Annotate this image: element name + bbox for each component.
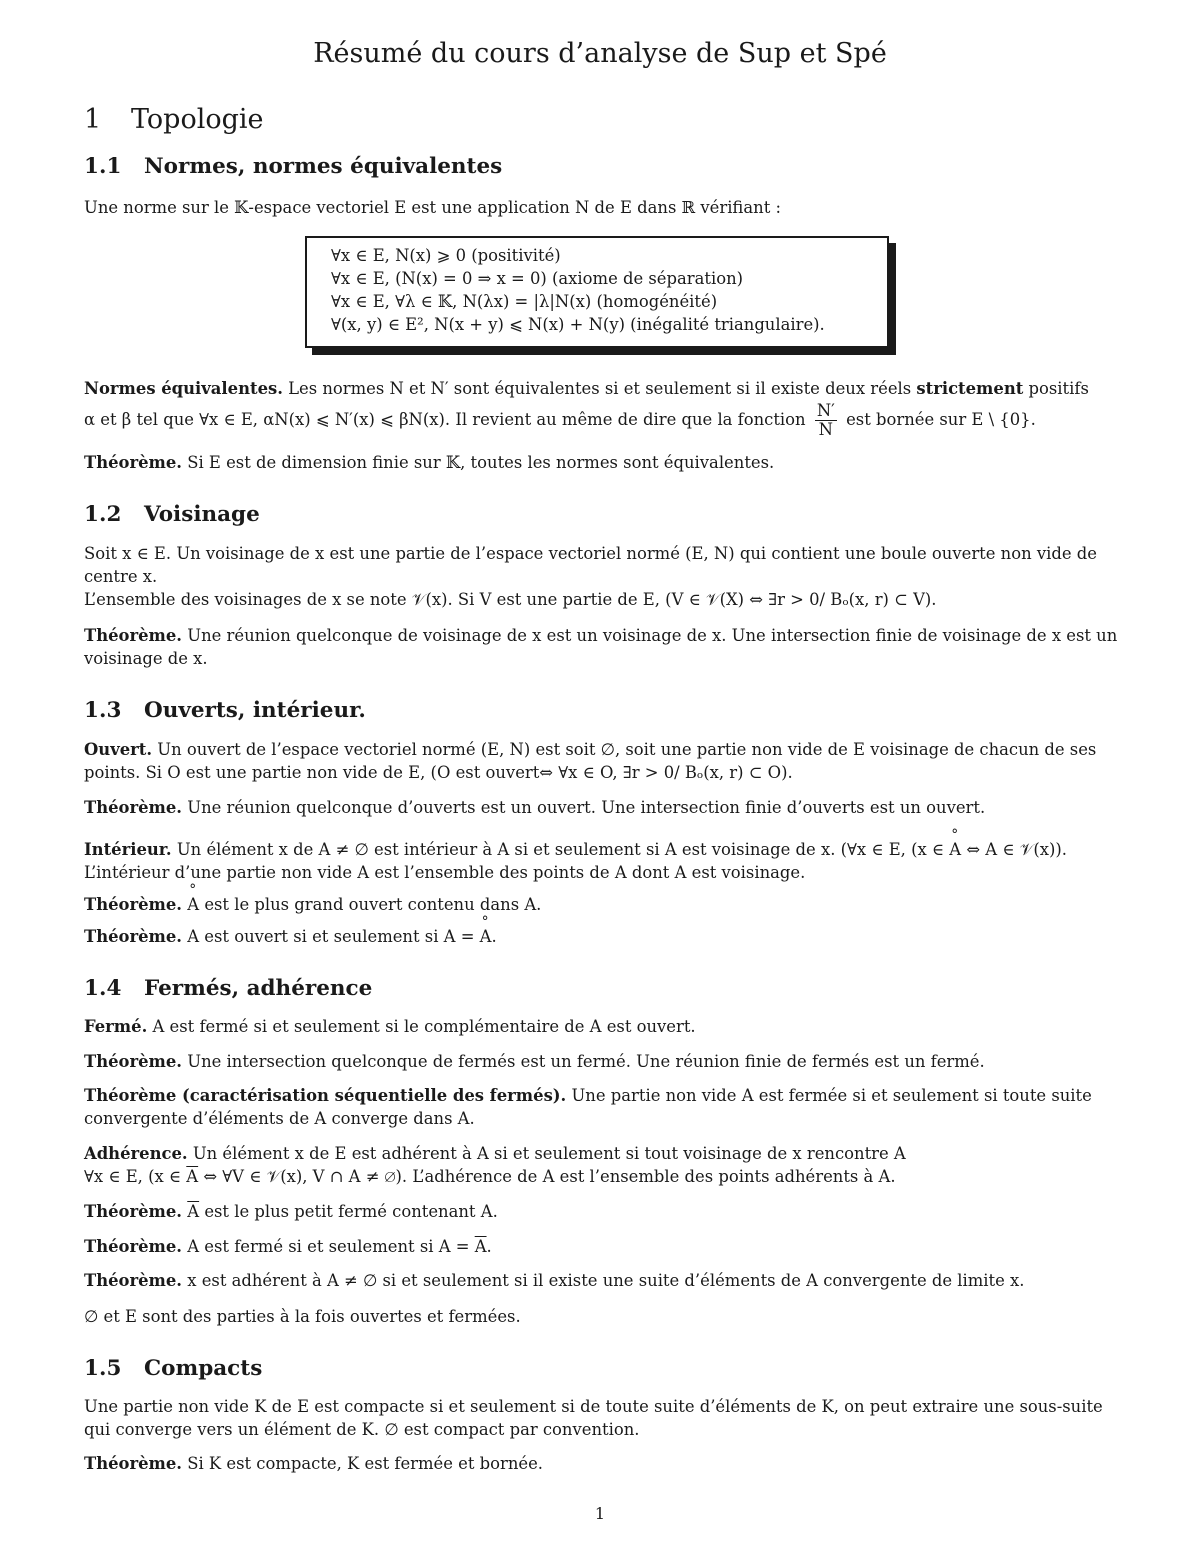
theorem-text: Si E est de dimension finie sur 𝕂, toutes les normes sont équivalentes. [187, 453, 775, 472]
theorem-text: Si K est compacte, K est fermée et bornée. [187, 1454, 544, 1473]
emphasis-text: strictement [916, 379, 1024, 398]
subsection-number: 1.2 [84, 502, 122, 527]
paragraph-label: Normes équivalentes. [84, 379, 283, 398]
norm-axioms-box [305, 236, 889, 348]
theorem-text: A est ouvert si et seulement si A = [187, 927, 475, 946]
theorem-label: Théorème. [84, 1271, 183, 1290]
theorem-label: Théorème. [84, 1237, 183, 1256]
subsection-1-5-heading [84, 1356, 262, 1381]
theorem-sequential-characterization [84, 1084, 1120, 1130]
punctuation: . [486, 1237, 492, 1256]
subsection-title: Fermés, adhérence [144, 976, 373, 1001]
theorem-label: Théorème (caractérisation séquentielle des fermés). [84, 1086, 567, 1105]
theorem-text: est le plus petit fermé contenant A. [204, 1202, 498, 1221]
paragraph-text: positifs [1028, 379, 1089, 398]
adherence-definition [84, 1142, 1120, 1165]
punctuation: . [491, 927, 497, 946]
subsection-number: 1.3 [84, 698, 122, 723]
subsection-title: Compacts [144, 1356, 263, 1381]
fraction-denominator: N [818, 420, 834, 439]
theorem-closed-iff-closure [84, 1235, 1120, 1258]
theorem-label: Théorème. [84, 1202, 183, 1221]
interior-a-symbol: ° A [480, 925, 492, 948]
closure-a-symbol: $\overline{A}$ [474, 1237, 487, 1256]
theorem-text: Une partie non vide A est fermée si et seulement si toute suite convergente d’éléments de A converge dans A. [84, 1086, 1092, 1128]
equivalent-norms-paragraph [84, 377, 1120, 400]
theorem-ouverts [84, 796, 1120, 819]
paragraph-text: ⇔ A ∈ 𝒱(x)). [966, 840, 1067, 859]
theorem-label: Théorème. [84, 453, 183, 472]
voisinage-notation: L’ensemble des voisinages de x se note 𝒱(x). Si V est une partie de E, (V ∈ 𝒱(X) ⇔ ∃r > 0/ Bₒ(x, r) ⊂ V). [84, 590, 937, 609]
norm-definition-intro: Une norme sur le 𝕂-espace vectoriel E est une application N de E dans ℝ vérifiant : [84, 198, 782, 217]
closure-a-symbol: $\overline{A}$ [187, 1202, 200, 1221]
axiom-triangle-inequality: ∀(x, y) ∈ E², N(x + y) ⩽ N(x) + N(y) (inégalité triangulaire). [331, 315, 825, 334]
theorem-text: A est fermé si et seulement si A = [187, 1237, 470, 1256]
section-title: Topologie [131, 104, 264, 135]
fraction-numerator: N′ [816, 401, 835, 420]
paragraph-text: Les normes N et N′ sont équivalentes si et seulement si il existe deux réels [288, 379, 912, 398]
paragraph-text: est bornée sur E \ {0}. [846, 410, 1036, 429]
section-heading [84, 104, 264, 135]
empty-and-whole-space-note: ∅ et E sont des parties à la fois ouvertes et fermées. [84, 1307, 521, 1326]
interior-a-symbol: ° A [949, 838, 961, 861]
subsection-1-4-heading [84, 976, 372, 1001]
theorem-label: Théorème. [84, 626, 183, 645]
paragraph-label: Ouvert. [84, 740, 153, 759]
theorem-text: Une réunion quelconque de voisinage de x est un voisinage de x. Une intersection finie de voisinage de x est un voisinage de x. [84, 626, 1118, 668]
ferme-definition [84, 1015, 1120, 1038]
theorem-open-iff-interior [84, 925, 1120, 948]
theorem-label: Théorème. [84, 1454, 183, 1473]
paragraph-label: Adhérence. [84, 1144, 188, 1163]
axiom-positivity: ∀x ∈ E, N(x) ⩾ 0 (positivité) [331, 246, 561, 265]
subsection-number: 1.4 [84, 976, 122, 1001]
theorem-fermes [84, 1050, 1120, 1073]
theorem-text: Une réunion quelconque d’ouverts est un ouvert. Une intersection finie d’ouverts est un ouvert. [187, 798, 986, 817]
closure-a-symbol: $\overline{A}$ [186, 1167, 199, 1186]
theorem-compact [84, 1452, 1120, 1475]
theorem-voisinage [84, 624, 1120, 670]
theorem-closure-smallest-closed [84, 1200, 1120, 1223]
paragraph-text: Un élément x de E est adhérent à A si et seulement si tout voisinage de x rencontre A [192, 1144, 906, 1163]
paragraph-label: Fermé. [84, 1017, 148, 1036]
ouvert-definition [84, 738, 1120, 784]
theorem-text: x est adhérent à A ≠ ∅ si et seulement si il existe une suite d’éléments de A convergente de limite x. [187, 1271, 1025, 1290]
voisinage-definition: Soit x ∈ E. Un voisinage de x est une partie de l’espace vectoriel normé (E, N) qui contient une boule ouverte non vide de centre x. [84, 544, 1097, 586]
paragraph-text: α et β tel que ∀x ∈ E, αN(x) ⩽ N′(x) ⩽ βN(x). Il revient au même de dire que la fonction [84, 410, 806, 429]
subsection-1-1-heading [84, 154, 502, 179]
interieur-description: L’intérieur d’une partie non vide A est l’ensemble des points de A dont A est voisinage. [84, 863, 806, 882]
adherence-formula [84, 1165, 1120, 1188]
page-number: 1 [594, 1504, 606, 1523]
interieur-definition [84, 838, 1120, 861]
subsection-1-3-heading [84, 698, 366, 723]
axiom-homogeneity: ∀x ∈ E, ∀λ ∈ 𝕂, N(λx) = |λ|N(x) (homogénéité) [331, 292, 718, 311]
subsection-title: Voisinage [144, 502, 260, 527]
paragraph-text: ∀x ∈ E, (x ∈ [84, 1167, 182, 1186]
subsection-title: Normes, normes équivalentes [144, 154, 503, 179]
theorem-adherent-sequence [84, 1269, 1120, 1292]
subsection-number: 1.5 [84, 1356, 122, 1381]
theorem-text: est le plus grand ouvert contenu dans A. [204, 895, 542, 914]
theorem-label: Théorème. [84, 1052, 183, 1071]
axiom-separation: ∀x ∈ E, (N(x) = 0 ⇒ x = 0) (axiome de séparation) [331, 269, 744, 288]
paragraph-text: A est fermé si et seulement si le complémentaire de A est ouvert. [152, 1017, 696, 1036]
section-number: 1 [84, 104, 102, 135]
theorem-label: Théorème. [84, 895, 183, 914]
compact-definition: Une partie non vide K de E est compacte si et seulement si de toute suite d’éléments de K, on peut extraire une sous-suite qui converge vers un élément de K. ∅ est compact par convention. [84, 1397, 1103, 1439]
theorem-label: Théorème. [84, 798, 183, 817]
document-title: Résumé du cours d’analyse de Sup et Spé [313, 38, 887, 69]
subsection-1-2-heading [84, 502, 260, 527]
theorem-finite-dimension [84, 451, 1120, 474]
theorem-label: Théorème. [84, 927, 183, 946]
theorem-interieur-largest-open [84, 893, 1120, 916]
paragraph-text: ⇔ ∀V ∈ 𝒱(x), V ∩ A ≠ ∅). L’adhérence de A est l’ensemble des points adhérents à A. [203, 1167, 896, 1186]
paragraph-label: Intérieur. [84, 840, 172, 859]
interior-a-symbol: ° A [187, 893, 199, 916]
subsection-title: Ouverts, intérieur. [144, 698, 366, 723]
theorem-text: Une intersection quelconque de fermés est un fermé. Une réunion finie de fermés est un fermé. [187, 1052, 985, 1071]
equivalent-norms-line-2 [84, 402, 1120, 439]
paragraph-text: Un élément x de A ≠ ∅ est intérieur à A si et seulement si A est voisinage de x. (∀x ∈ E, (x ∈ [176, 840, 945, 859]
fraction-n-prime-over-n [815, 402, 837, 439]
subsection-number: 1.1 [84, 154, 122, 179]
paragraph-text: Un ouvert de l’espace vectoriel normé (E, N) est soit ∅, soit une partie non vide de E voisinage de chacun de ses points. Si O est une partie non vide de E, (O est ouvert⇔ ∀x ∈ O, ∃r > 0/ Bₒ(x, r) ⊂ O). [84, 740, 1097, 782]
